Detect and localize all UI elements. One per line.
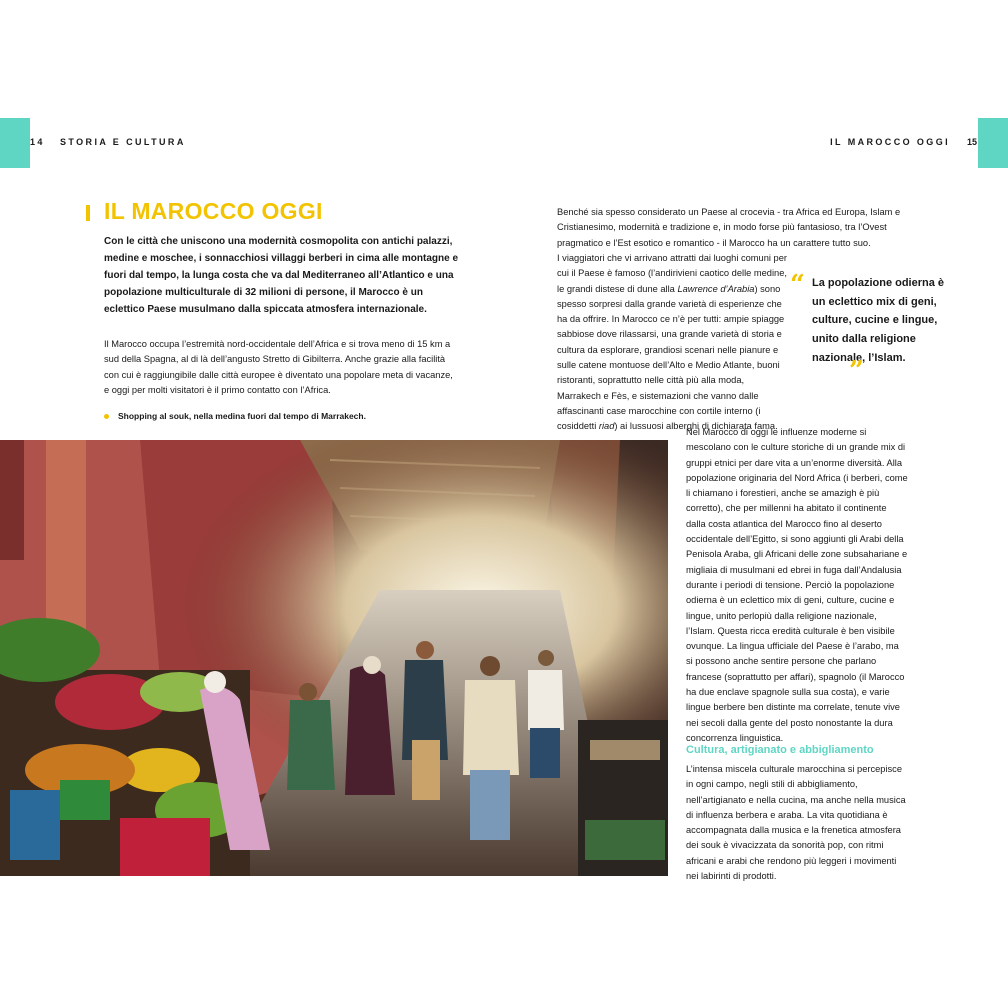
article-title: IL MAROCCO OGGI [104,198,323,224]
pull-quote [790,270,950,386]
article-intro: Con le città che uniscono una modernità cosmopolita con antichi palazzi, medine e moschee, i sonnacchiosi villaggi berberi in cima alle montagne e fuori dal tempo, la lunga costa che va dal Mediterraneo all’Atlantico e una popolazione multiculturale di 32 milioni di persone, il Marocco è un eclettico Paese musulmano dalla spiccata atmosfera internazionale. [104,236,459,315]
left-page-number: 14 [30,137,45,147]
right-section-header: IL MAROCCO OGGI [830,137,950,147]
left-section-header: STORIA E CULTURA [60,137,186,147]
right-page-tab [978,118,1008,168]
open-quotation-mark-icon: “ [790,270,805,300]
article-paragraph: L’intensa miscela culturale marocchina si percepisce in ogni campo, negli stili di abbigliamento, nell’artigianato e nella cucina, ma anche nella musica di influenza berbera e araba. La vita quotidiana è accompagnata dalla musica e la frenetica atmosfera dei souk è vivacizzata da sonorità pop, con ritmi africani e arabi che rendono più leggeri i movimenti nei labirinti di prodotti. [686,764,906,882]
article-paragraph: Benché sia spesso considerato un Paese al crocevia - tra Africa ed Europa, Islam e Cristianesimo, modernità e tradizione e, in modo forse più fantasioso, tra l’Ovest pragmatico e l’Est esotico e romantico - il Marocco ha un carattere tutto suo. [557,207,901,248]
title-accent-bar [86,205,90,221]
article-paragraph: I viaggiatori che vi arrivano attratti dai luoghi comuni per cui il Paese è famoso (l’andirivieni caotico delle medine, le grandi distese di dune alla Lawrence d’Arabia) sono spesso sorpresi dalla grande varietà di esperienze che ha da offrire. In Marocco ce n’è per tutti: ampie spiagge sabbiose dove rilassarsi, una grande varietà di storia e cultura da esplorare, grandiosi scenari nelle pianure e sulle catene montuose dell’Alto e Medio Atlante, buoni ristoranti, soprattutto nelle città più alla moda, Marrakech e Fès, e sistemazioni che vanno dalle affascinanti case marocchine con cortile interno (i cosiddetti riad) ai lussuosi alberghi di dichiarata fama. [557,253,787,432]
left-page-tab [0,118,30,168]
section-subheading: Cultura, artigianato e abbigliamento [686,744,874,756]
close-quotation-mark-icon: ” [849,355,864,386]
photo-caption [104,411,454,421]
photo-caption-text: Shopping al souk, nella medina fuori dal tempo di Marrakech. [118,411,366,421]
right-page-number: 15 [966,137,977,147]
article-paragraph: Nel Marocco di oggi le influenze moderne si mescolano con le culture storiche di un grande mix di gruppi etnici per dare vita a un’enorme diversità. Alla popolazione originaria del Nord Africa (i berberi, come li chiamano i forestieri, anche se amazigh è più corretto), che per millenni ha abitato il continente dalla costa atlantica del Marocco fino al deserto occidentale dell’Egitto, si sono aggiunti gli Arabi della Penisola Araba, gli Africani delle zone subsahariane e migliaia di musulmani ed ebrei in fuga dall’Andalusia durante i periodi di tensione. Perciò la popolazione odierna è un eclettico mix di geni, culture, cucine e lingue, unito perlopiù dalla religione nazionale, l’Islam. Questa ricca eredità culturale è ben visibile ovunque. La lingua ufficiale del Paese è l’arabo, ma si possono anche sentire persone che parlano francese (soprattutto per affari), spagnolo (il Marocco ha due enclave spagnole sulla sua costa), e varie lingue berbere ben distinte ma correlate, tenute vive nei secoli dalla gente del posto nonostante la dura concorrenza linguistica. [686,427,908,743]
yellow-dot-icon [104,414,109,419]
souk-photo [0,440,668,876]
article-paragraph: Il Marocco occupa l’estremità nord-occidentale dell’Africa e si trova meno di 15 km a sud della Spagna, al di là dell’angusto Stretto di Gibilterra. Anche grazie alla facilità con cui è raggiungibile dalle città europee è diventato una popolare meta di vacanze, e oggi per molti visitatori è il primo contatto con l’Africa. [104,339,453,395]
pull-quote-text: La popolazione odierna è un eclettico mix di geni, culture, cucine e lingue, unito dalla religione nazionale, l’Islam. [812,277,945,364]
